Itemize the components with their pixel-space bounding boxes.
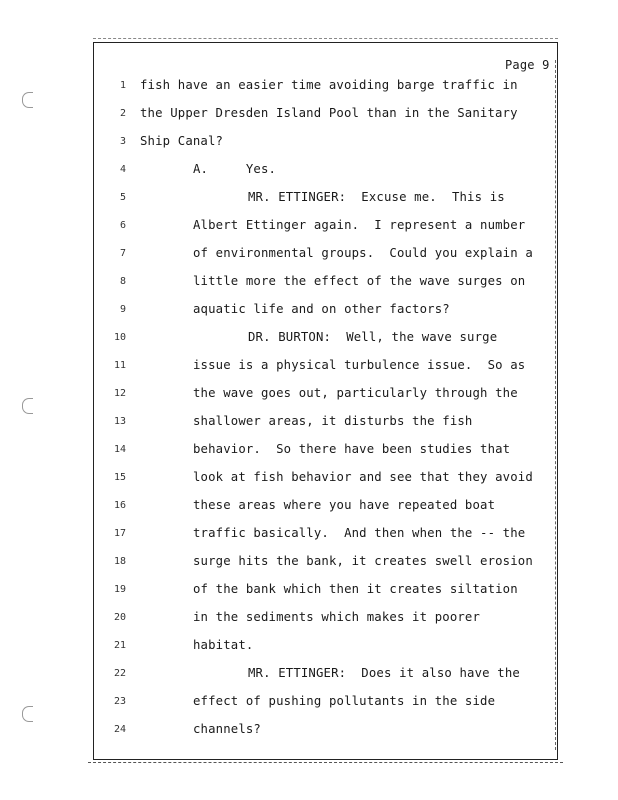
line-number: 8 [119, 276, 126, 287]
transcript-line: effect of pushing pollutants in the side [193, 694, 496, 708]
line-number: 11 [113, 360, 126, 371]
transcript-line: surge hits the bank, it creates swell erosion [193, 554, 533, 568]
transcript-line: issue is a physical turbulence issue. So as [193, 358, 526, 372]
line-number: 10 [113, 332, 126, 343]
transcript-page [93, 42, 558, 760]
transcript-line: MR. ETTINGER: Excuse me. This is [248, 190, 505, 204]
transcript-line: in the sediments which makes it poorer [193, 610, 481, 624]
binder-hole-mark [22, 92, 33, 108]
transcript-line: MR. ETTINGER: Does it also have the [248, 666, 520, 680]
line-number: 14 [113, 444, 126, 455]
line-number: 16 [113, 500, 126, 511]
transcript-line: aquatic life and on other factors? [193, 302, 450, 316]
binder-hole-mark [22, 398, 33, 414]
binder-hole-mark [22, 706, 33, 722]
line-number: 24 [113, 724, 126, 735]
transcript-line: these areas where you have repeated boat [193, 498, 496, 512]
line-number: 21 [113, 640, 126, 651]
line-number: 7 [119, 248, 126, 259]
transcript-line: the Upper Dresden Island Pool than in the Sanitary [140, 106, 518, 120]
line-number: 4 [119, 164, 126, 175]
transcript-line: habitat. [193, 638, 254, 652]
line-number: 6 [119, 220, 126, 231]
transcript-line: A. Yes. [193, 162, 277, 176]
transcript-line: fish have an easier time avoiding barge traffic in [140, 78, 518, 92]
line-number: 1 [119, 80, 126, 91]
transcript-line: DR. BURTON: Well, the wave surge [248, 330, 498, 344]
line-number: 20 [113, 612, 126, 623]
transcript-line: of environmental groups. Could you explain a [193, 246, 533, 260]
transcript-line: channels? [193, 722, 261, 736]
scan-edge-bottom [88, 762, 563, 766]
line-number: 18 [113, 556, 126, 567]
line-number: 23 [113, 696, 126, 707]
line-number: 15 [113, 472, 126, 483]
page-number: Page 9 [505, 58, 550, 72]
line-number: 22 [113, 668, 126, 679]
transcript-line: shallower areas, it disturbs the fish [193, 414, 473, 428]
line-number: 5 [119, 192, 126, 203]
transcript-line: Ship Canal? [140, 134, 224, 148]
line-number: 12 [113, 388, 126, 399]
transcript-line: the wave goes out, particularly through the [193, 386, 518, 400]
line-number: 3 [119, 136, 126, 147]
line-number: 17 [113, 528, 126, 539]
transcript-line: Albert Ettinger again. I represent a number [193, 218, 526, 232]
transcript-line: behavior. So there have been studies that [193, 442, 511, 456]
line-number: 2 [119, 108, 126, 119]
transcript-line: traffic basically. And then when the -- the [193, 526, 526, 540]
scan-edge-right [555, 60, 558, 750]
transcript-line: of the bank which then it creates siltation [193, 582, 518, 596]
line-number: 19 [113, 584, 126, 595]
transcript-line: look at fish behavior and see that they avoid [193, 470, 533, 484]
line-number: 9 [119, 304, 126, 315]
line-number: 13 [113, 416, 126, 427]
transcript-line: little more the effect of the wave surges on [193, 274, 526, 288]
